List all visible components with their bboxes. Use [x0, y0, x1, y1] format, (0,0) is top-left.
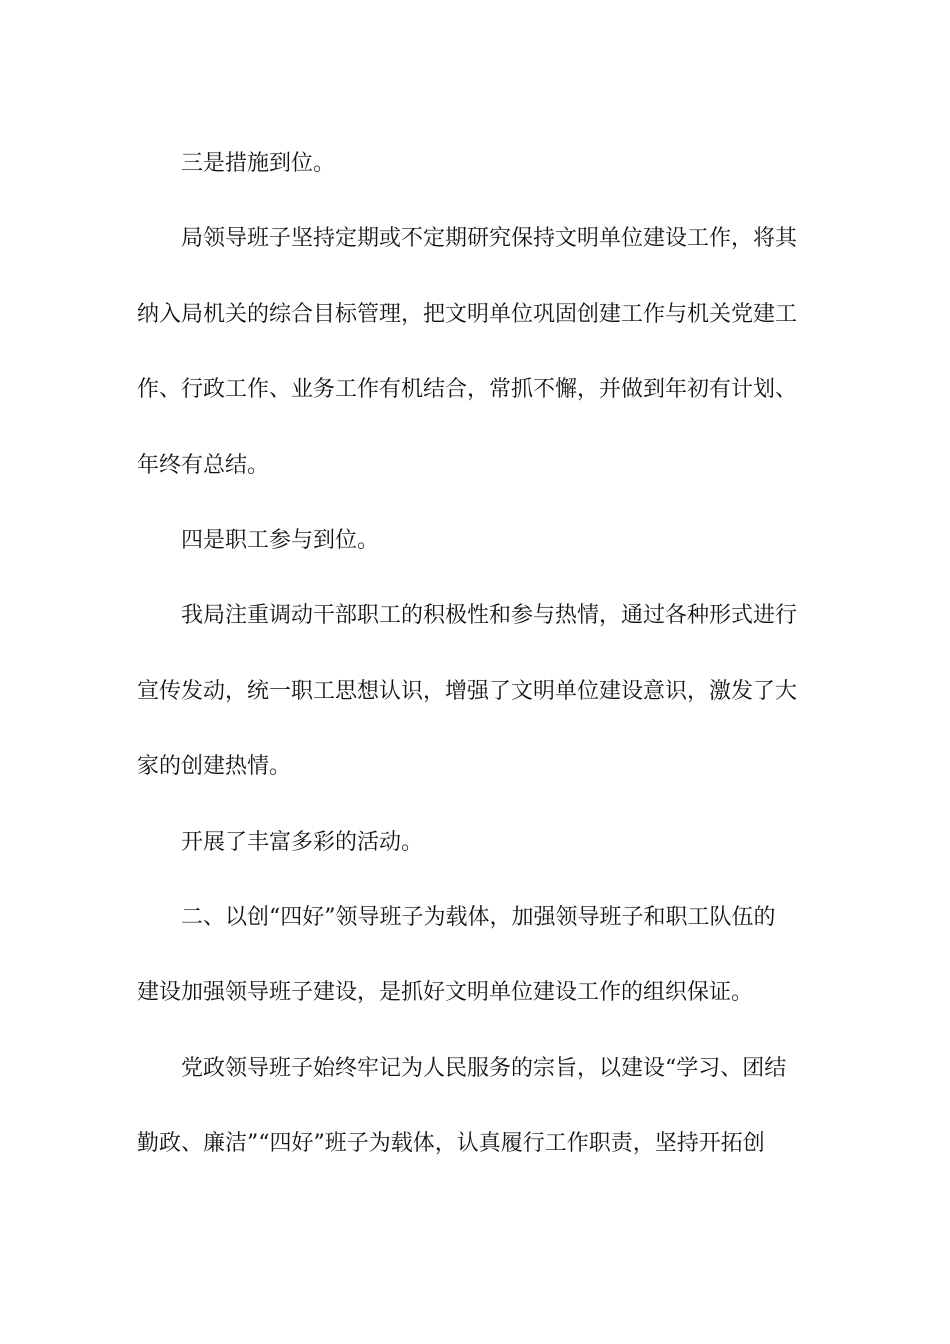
text-line: 党政领导班子始终牢记为人民服务的宗旨，以建设“学习、团结 [181, 1055, 787, 1081]
text-line: 纳入局机关的综合目标管理，把文明单位巩固创建工作与机关党建工 [137, 301, 798, 327]
text-line: 我局注重调动干部职工的积极性和参与热情，通过各种形式进行 [181, 603, 798, 629]
text-line: 局领导班子坚持定期或不定期研究保持文明单位建设工作，将其 [181, 226, 798, 252]
text-line: 二、以创“四好”领导班子为载体，加强领导班子和职工队伍的 [181, 904, 776, 930]
text-line: 宣传发动，统一职工思想认识，增强了文明单位建设意识，激发了大 [137, 678, 798, 704]
text-line: 勤政、廉洁”“四好”班子为载体，认真履行工作职责，坚持开拓创 [137, 1131, 765, 1157]
text-line: 开展了丰富多彩的活动。 [181, 829, 424, 855]
text-line: 建设加强领导班子建设，是抓好文明单位建设工作的组织保证。 [137, 980, 754, 1006]
text-line: 四是职工参与到位。 [181, 527, 380, 553]
document-body [137, 138, 817, 1193]
text-line: 作、行政工作、业务工作有机结合，常抓不懈，并做到年初有计划、 [137, 377, 798, 403]
text-line: 家的创建热情。 [137, 754, 292, 780]
text-line: 三是措施到位。 [181, 151, 336, 176]
text-line: 年终有总结。 [137, 452, 270, 478]
